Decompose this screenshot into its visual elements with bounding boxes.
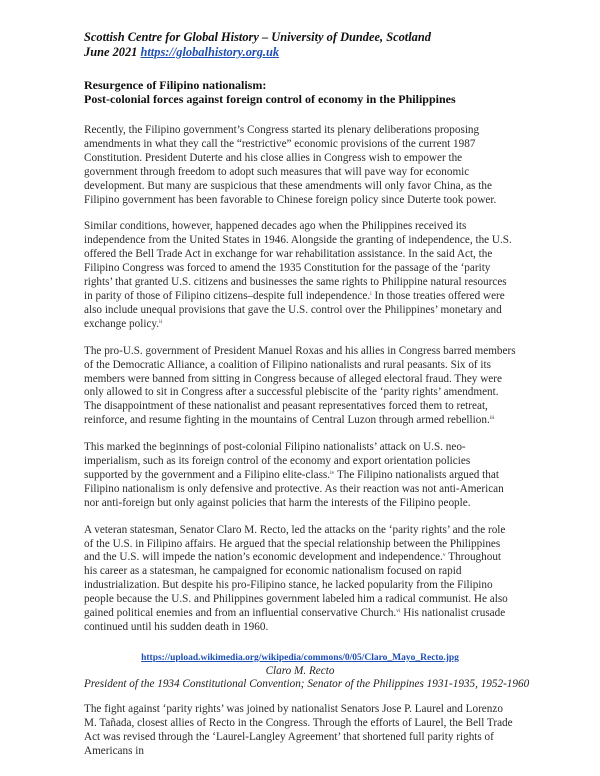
paragraph-5-part-3: His nationalist crusade continued until his sudden death in 1960. xyxy=(84,607,506,633)
paragraph-5 xyxy=(84,524,516,635)
paragraph-3 xyxy=(84,345,516,428)
article-title xyxy=(84,78,516,106)
title-line-1: Resurgence of Filipino nationalism: xyxy=(84,78,267,92)
paragraph-5-part-2: Throughout his career as a statesman, he campaigned for economic nationalism focused on rapid industrialization. But despite his pro-Filipino stance, he lacked popularity from the Filipino people because the U.S. and Philippines government labeled him a radical communist. He also gained political enemies and from an influential conservative Church. xyxy=(84,551,508,620)
footnote-ref-2[interactable]: ii xyxy=(159,318,163,325)
paragraph-4 xyxy=(84,441,516,511)
paragraph-2-part-2: In those treaties offered were also include unequal provisions that gave the U.S. control over the Philippines’ monetary and exchange policy. xyxy=(84,289,505,330)
paragraph-5-part-1: A veteran statesman, Senator Claro M. Recto, led the attacks on the ‘parity rights’ and the role of the U.S. in Filipino affairs. He argued that the special relationship between the Philippines and the U.S. will impede the nation’s economic development and independence. xyxy=(84,523,506,564)
paragraph-6: The fight against ‘parity rights’ was joined by nationalist Senators Jose P. Laurel and Lorenzo M. Tañada, closest allies of Recto in the Congress. Through the efforts of Laurel, the Bell Trade Act was revised through the ‘Laurel-Langley Agreement’ that shortened full parity rights of Americans in xyxy=(84,702,513,757)
footnote-ref-3[interactable]: iii xyxy=(489,415,495,422)
paragraph-2 xyxy=(84,220,516,331)
footnote-ref-4[interactable]: iv xyxy=(330,469,335,476)
paragraph-2-part-1: Similar conditions, however, happened decades ago when the Philippines received its independence from the United States in 1946. Alongside the granting of independence, the U.S. offered the Bell Trade Act in exchange for war rehabilitation assistance. In the said Act, the Filipino Congress was forced to amend the 1935 Constitution for the passage of the ‘parity rights’ that granted U.S. citizens and businesses the same rights to Philippine natural resources in parity of those of Filipino citizens–despite full independence. xyxy=(84,220,512,302)
title-line-2: Post-colonial forces against foreign control of economy in the Philippines xyxy=(84,92,456,106)
image-caption xyxy=(84,647,530,691)
paragraph-3-text: The pro-U.S. government of President Manuel Roxas and his allies in Congress barred members of the Democratic Alliance, a coalition of Filipino nationalists and rural peasants. Six of its members were banned from sitting in Congress because of alleged electoral fraud. They were only allowed to sit in Congress after a successful plebiscite of the ‘parity rights’ amendment. The disappointment of these nationalist and peasant representatives forced them to retreat, reinforce, and resume fighting in the mountains of Central Luzon through armed rebellion. xyxy=(84,344,516,427)
header-institution: Scottish Centre for Global History – University of Dundee, Scotland xyxy=(84,30,431,44)
paragraph-1: Recently, the Filipino government’s Congress started its plenary deliberations proposing amendments in what they call the “restrictive” economic provisions of the current 1987 Constitution. President Duterte and his close allies in Congress wish to empower the government through freedom to adopt such measures that will pave way for economic development. But many are suspicious that these amendments will only favor China, as the Filipino government has been favorable to Chinese foreign policy since Duterte took power. xyxy=(84,124,497,206)
image-source-link[interactable]: https://upload.wikimedia.org/wikipedia/commons/0/05/Claro_Mayo_Recto.jpg xyxy=(141,652,459,663)
paragraph-4-part-1: This marked the beginnings of post-colonial Filipino nationalists’ attack on U.S. neo-imperialism, such as its foreign control of the economy and export orientation policies supported by the government and a Filipino elite-class. xyxy=(84,441,471,481)
header-date-line xyxy=(84,45,516,60)
footnote-ref-1[interactable]: i xyxy=(370,290,372,297)
caption-description: President of the 1934 Constitutional Convention; Senator of the Philippines 1931-1935, 1952-1960 xyxy=(84,677,530,690)
caption-name: Claro M. Recto xyxy=(265,664,335,677)
paragraph-4-part-2: The Filipino nationalists argued that Filipino nationalism is only defensive and protective. As their reaction was not anti-American nor anti-foreign but only against policies that harm the interests of the Filipino people. xyxy=(84,468,504,509)
footnote-ref-6[interactable]: vi xyxy=(396,608,401,615)
header-url-link[interactable]: https://globalhistory.org.uk xyxy=(140,45,280,59)
header-date: June 2021 xyxy=(84,45,138,59)
footnote-ref-5[interactable]: v xyxy=(442,552,446,559)
